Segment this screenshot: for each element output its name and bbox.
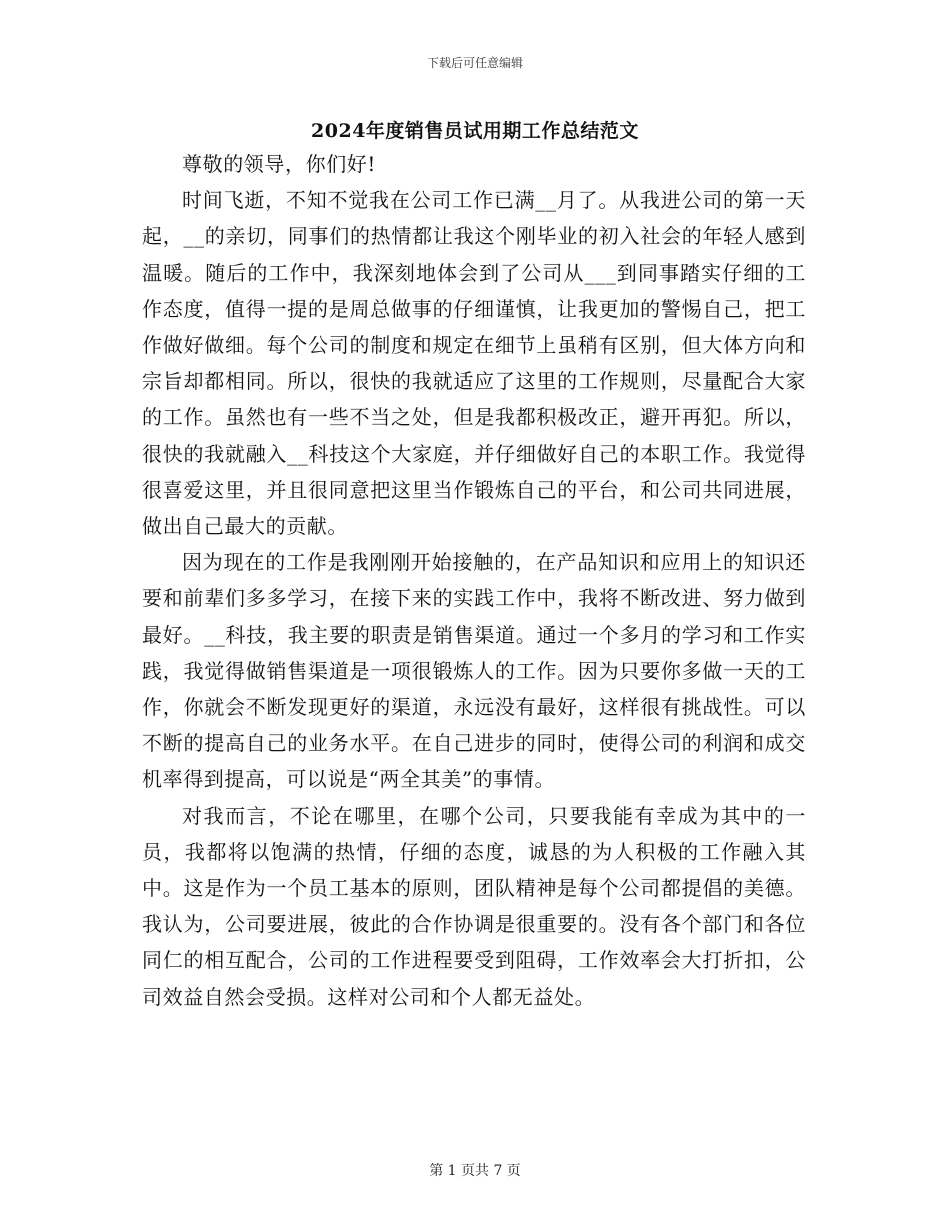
body-paragraph: 时间飞逝，不知不觉我在公司工作已满__月了。从我进公司的第一天起，__的亲切，同事们的热情都让我这个刚毕业的初入社会的年轻人感到温暖。随后的工作中，我深刻地体会到了公司从___到同事踏实仔细的工作态度，值得一提的是周总做事的仔细谨慎，让我更加的警惕自己，把工作做好做细。每个公司的制度和规定在细节上虽稍有区别，但大体方向和宗旨却都相同。所以，很快的我就适应了这里的工作规则，尽量配合大家的工作。虽然也有一些不当之处，但是我都积极改正，避开再犯。所以，很快的我就融入__科技这个大家庭，并仔细做好自己的本职工作。我觉得很喜爱这里，并且很同意把这里当作锻炼自己的平台，和公司共同进展，做出自己最大的贡献。 [142,188,806,539]
body-paragraph: 因为现在的工作是我刚刚开始接触的，在产品知识和应用上的知识还要和前辈们多多学习，在接下来的实践工作中，我将不断改进、努力做到最好。__科技，我主要的职责是销售渠道。通过一个多月的学习和工作实践，我觉得做销售渠道是一项很锻炼人的工作。因为只要你多做一天的工作，你就会不断发现更好的渠道，永远没有最好，这样很有挑战性。可以不断的提高自己的业务水平。在自己进步的同时，使得公司的利润和成交机率得到提高，可以说是“两全其美”的事情。 [142,550,806,792]
salutation-paragraph: 尊敬的领导，你们好! [182,152,377,176]
header-note: 下载后可任意编辑 [426,56,523,70]
document-title: 2024年度销售员试用期工作总结范文 [311,120,639,142]
page-number: 第 1 页共 7 页 [429,1163,521,1179]
document-body [142,146,806,1015]
body-paragraph: 对我而言，不论在哪里，在哪个公司，只要我能有幸成为其中的一员，我都将以饱满的热情，仔细的态度，诚恳的为人积极的工作融入其中。这是作为一个员工基本的原则，团队精神是每个公司都提倡的美德。我认为，公司要进展，彼此的合作协调是很重要的。没有各个部门和各位同仁的相互配合，公司的工作进程要受到阻碍，工作效率会大打折扣，公司效益自然会受损。这样对公司和个人都无益处。 [142,803,806,1009]
